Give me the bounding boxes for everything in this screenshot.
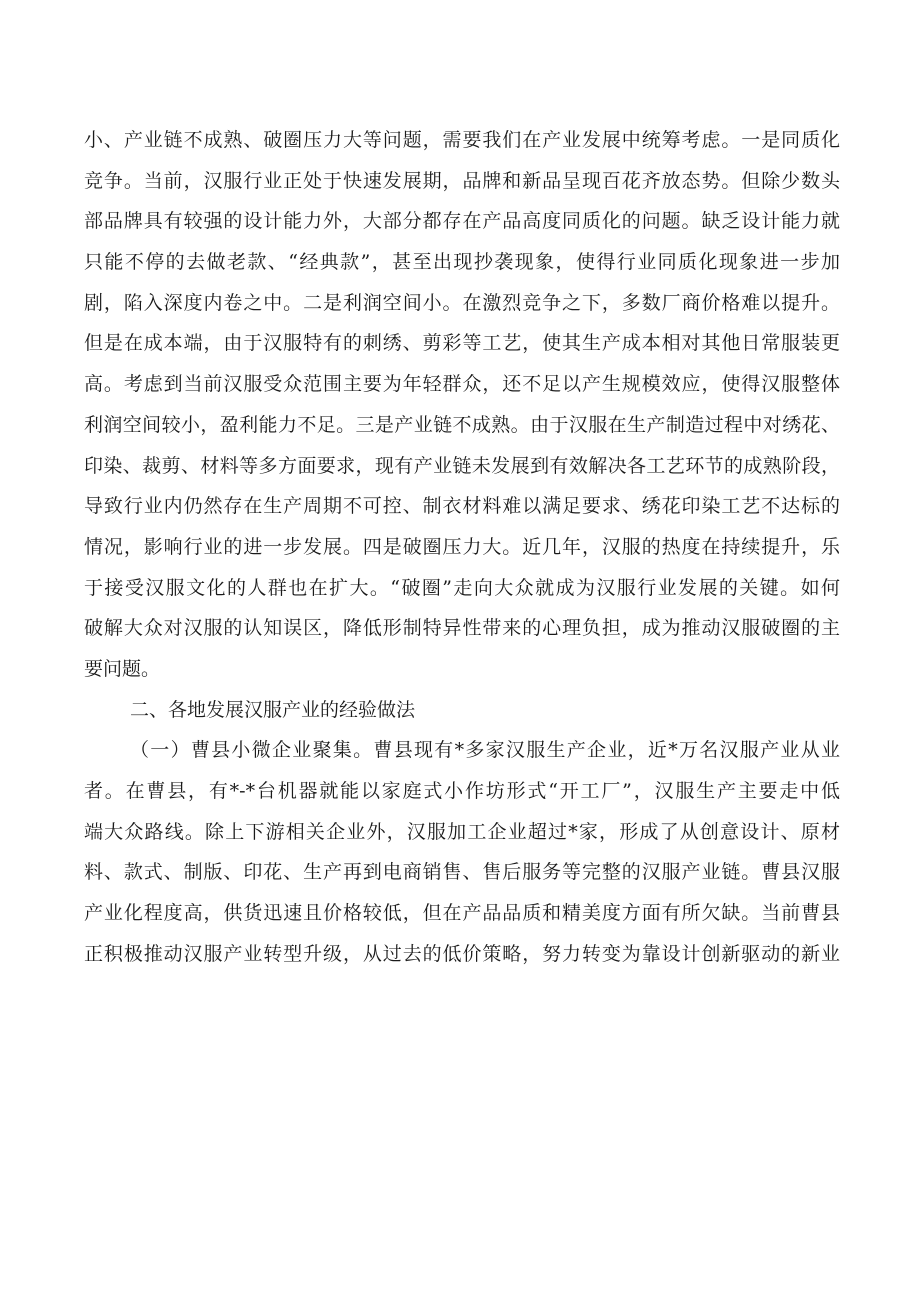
paragraph-line: （一）曹县小微企业聚集。曹县现有*多家汉服生产企业，近*万名汉服产业从业 [130,739,840,762]
paragraph-line: 者。在曹县，有*-*台机器就能以家庭式小作坊形式“开工厂”，汉服生产主要走中低 [84,780,840,802]
paragraph-line: 部品牌具有较强的设计能力外，大部分都存在产品高度同质化的问题。缺乏设计能力就 [84,210,840,233]
section-heading: 二、各地发展汉服产业的经验做法 [130,698,416,721]
paragraph-line: 竞争。当前，汉服行业正处于快速发展期，品牌和新品呈现百花齐放态势。但除少数头 [84,169,840,192]
paragraph-line: 正积极推动汉服产业转型升级，从过去的低价策略，努力转变为靠设计创新驱动的新业 [84,942,840,965]
paragraph-line: 只能不停的去做老款、“经典款”，甚至出现抄袭现象，使得行业同质化现象进一步加 [84,251,840,274]
paragraph-line: 端大众路线。除上下游相关企业外，汉服加工企业超过*家，形成了从创意设计、原材 [84,820,840,843]
paragraph-line: 小、产业链不成熟、破圈压力大等问题，需要我们在产业发展中统筹考虑。一是同质化 [84,129,840,151]
paragraph-line: 产业化程度高，供货迅速且价格较低，但在产品品质和精美度方面有所欠缺。当前曹县 [84,902,840,925]
paragraph-line: 利润空间较小，盈利能力不足。三是产业链不成熟。由于汉服在生产制造过程中对绣花、 [84,413,840,436]
paragraph-line: 于接受汉服文化的人群也在扩大。“破圈”走向大众就成为汉服行业发展的关键。如何 [84,576,840,599]
paragraph-line: 但是在成本端，由于汉服特有的刺绣、剪彩等工艺，使其生产成本相对其他日常服装更 [84,332,840,355]
paragraph-line: 剧，陷入深度内卷之中。二是利润空间小。在激烈竞争之下，多数厂商价格难以提升。 [84,291,840,314]
paragraph-line: 印染、裁剪、材料等多方面要求，现有产业链未发展到有效解决各工艺环节的成熟阶段， [84,454,840,477]
paragraph-line: 要问题。 [84,657,161,680]
paragraph-line: 高。考虑到当前汉服受众范围主要为年轻群众，还不足以产生规模效应，使得汉服整体 [84,373,840,396]
document-body [84,120,840,974]
paragraph-line: 破解大众对汉服的认知误区，降低形制特异性带来的心理负担，成为推动汉服破圈的主 [84,617,840,640]
paragraph-line: 导致行业内仍然存在生产周期不可控、制衣材料难以满足要求、绣花印染工艺不达标的 [84,495,840,518]
paragraph-line: 情况，影响行业的进一步发展。四是破圈压力大。近几年，汉服的热度在持续提升，乐 [84,535,840,558]
paragraph-line: 料、款式、制版、印花、生产再到电商销售、售后服务等完整的汉服产业链。曹县汉服 [84,861,840,884]
